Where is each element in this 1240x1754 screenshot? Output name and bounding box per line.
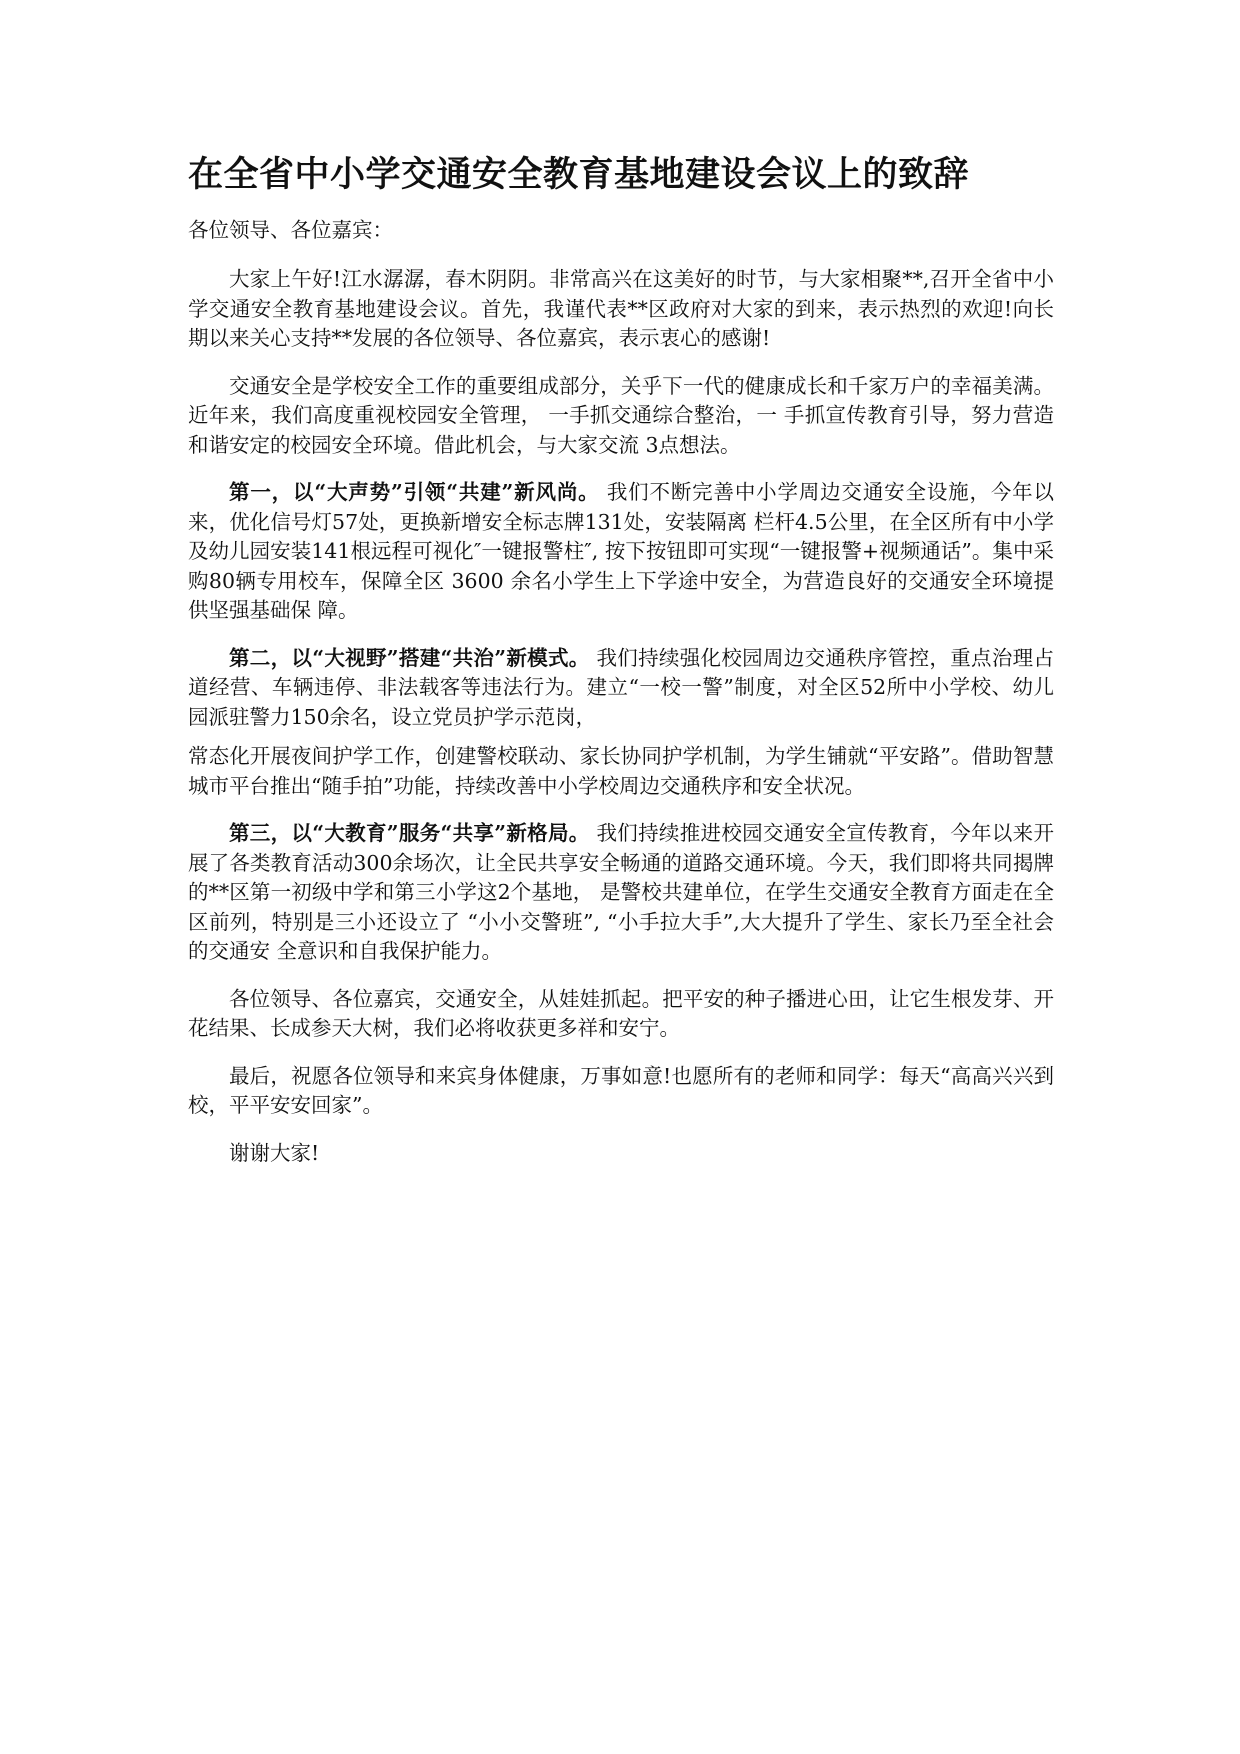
- paragraph-text: 交通安全是学校安全工作的重要组成部分，关乎下一代的健康成长和千家万户的幸福美满。近年来，我们高度重视校园安全管理， 一手抓交通综合整治，一 手抓宣传教育引导，努力营造和谐安定的校园安全环境。借此机会，与大家交流 3点想法。: [188, 373, 1054, 457]
- paragraph-text: 谢谢大家!: [229, 1140, 320, 1165]
- paragraph-text: 我们不断完善中小学周边交通安全设施，今年以来，优化信号灯57处，更换新增安全标志牌131处，安装隔离 栏杆4.5公里，在全区所有中小学及幼儿园安装141根远程可视化″一键报警柱″, 按下按钮即可实现“一键报警+视频通话”。集中采购80辆专用校车，保障全区 3600 余名小学生上下学途中安全，为营造良好的交通安全环境提供坚强基础保 障。: [188, 480, 1055, 622]
- paragraph-lead: 第一，以“大声势”引领“共建”新风尚。: [229, 480, 600, 504]
- paragraph-lead: 第三，以“大教育”服务“共享”新格局。: [229, 821, 590, 845]
- paragraph-wishes: [188, 1062, 1054, 1121]
- paragraph-point-two: [188, 644, 1054, 733]
- paragraph-text: 各位领导、各位嘉宾，交通安全，从娃娃抓起。把平安的种子播进心田，让它生根发芽、开花结果、长成参天大树，我们必将收获更多祥和安宁。: [188, 986, 1054, 1040]
- document-page: [188, 150, 1054, 1186]
- paragraph-lead: 第二，以“大视野”搭建“共治”新模式。: [229, 645, 590, 670]
- paragraph-intro: [188, 372, 1054, 461]
- paragraph-text: 大家上午好!江水潺潺，春木阴阴。非常高兴在这美好的时节，与大家相聚**,召开全省中小学交通安全教育基地建设会议。首先，我谨代表**区政府对大家的到来，表示热烈的欢迎!向长期以来关心支持**发展的各位领导、各位嘉宾，表示衷心的感谢!: [188, 267, 1054, 350]
- paragraph-text: 我们持续强化校园周边交通秩序管控，重点治理占道经营、车辆违停、非法载客等违法行为。建立“一校一警”制度，对全区52所中小学校、幼儿园派驻警力150余名，设立党员护学示范岗，: [188, 645, 1054, 729]
- paragraph-thanks: [188, 1139, 1054, 1169]
- paragraph-point-three: [188, 819, 1054, 967]
- paragraph-closing-safety: [188, 985, 1054, 1044]
- document-title: 在全省中小学交通安全教育基地建设会议上的致辞: [188, 155, 970, 195]
- paragraph-text: 我们持续推进校园交通安全宣传教育，今年以来开展了各类教育活动300余场次，让全民共享安全畅通的道路交通环境。今天，我们即将共同揭牌的**区第一初级中学和第三小学这2个基地， 是警校共建单位，在学生交通安全教育方面走在全区前列，特别是三小还设立了 “小小交警班”, “小手拉大手”,大大提升了学生、家长乃至全社会的交通安 全意识和自我保护能力。: [188, 821, 1054, 963]
- salutation: 各位领导、各位嘉宾：: [188, 218, 393, 242]
- paragraph-text: 最后，祝愿各位领导和来宾身体健康，万事如意!也愿所有的老师和同学：每天“高高兴兴到校，平平安安回家”。: [188, 1063, 1054, 1117]
- paragraph-greeting: [188, 265, 1054, 354]
- paragraph-point-one: [188, 478, 1054, 626]
- paragraph-point-two-continued: [188, 742, 1054, 801]
- paragraph-text: 常态化开展夜间护学工作，创建警校联动、家长协同护学机制，为学生铺就“平安路”。借助智慧城市平台推出“随手拍”功能，持续改善中小学校周边交通秩序和安全状况。: [188, 744, 1054, 798]
